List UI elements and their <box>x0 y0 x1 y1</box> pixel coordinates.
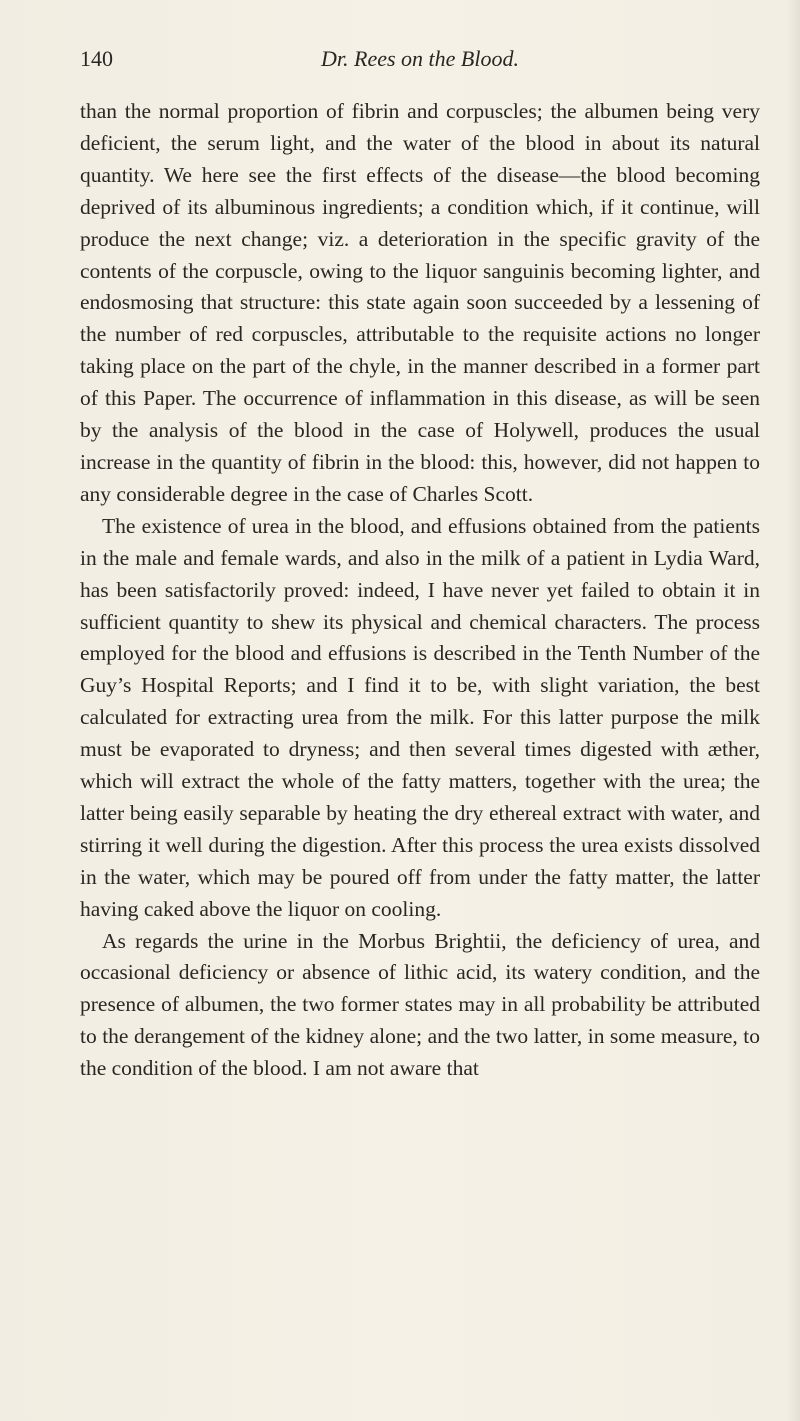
page-number: 140 <box>80 46 113 71</box>
paragraph-1: than the normal proportion of fibrin and corpuscles; the albumen being very deficient, the serum light, and the water of the blood in about its natural quantity. We here see the first effects of the disease—the blood becoming deprived of its albuminous ingredients; a condition which, if it continue, will produce the next change; viz. a deterioration in the specific gravity of the contents of the corpuscle, owing to the liquor sanguinis becoming lighter, and endosmosing that structure: this state again soon succeeded by a lessening of the number of red corpuscles, attributable to the requisite actions no longer taking place on the part of the chyle, in the manner described in a former part of this Paper. The occurrence of inflammation in this disease, as will be seen by the analysis of the blood in the case of Holywell, produces the usual increase in the quantity of fibrin in the blood: this, however, did not happen to any considerable degree in the case of Charles Scott. <box>80 99 760 506</box>
running-title: Dr. Rees on the Blood. <box>321 46 519 71</box>
body-text <box>80 96 760 1085</box>
paragraph-2: The existence of urea in the blood, and effusions obtained from the patients in the male and female wards, and also in the milk of a patient in Lydia Ward, has been satisfactorily proved: indeed, I have never yet failed to obtain it in sufficient quantity to shew its physical and chemical characters. The process employed for the blood and effusions is described in the Tenth Number of the Guy’s Hospital Reports; and I find it to be, with slight variation, the best calculated for extracting urea from the milk. For this latter purpose the milk must be evaporated to dryness; and then several times digested with æther, which will extract the whole of the fatty matters, together with the urea; the latter being easily separable by heating the dry ethereal extract with water, and stirring it well during the digestion. After this process the urea exists dissolved in the water, which may be poured off from under the fatty matter, the latter having caked above the liquor on cooling. <box>80 513 760 921</box>
page-edge-shadow <box>786 0 800 1421</box>
paragraph-3: As regards the urine in the Morbus Brightii, the deficiency of urea, and occasional deficiency or absence of lithic acid, its watery condition, and the presence of albumen, the two former states may in all probability be attributed to the derangement of the kidney alone; and the two latter, in some measure, to the condition of the blood. I am not aware that <box>80 928 760 1081</box>
page-header <box>80 46 760 80</box>
